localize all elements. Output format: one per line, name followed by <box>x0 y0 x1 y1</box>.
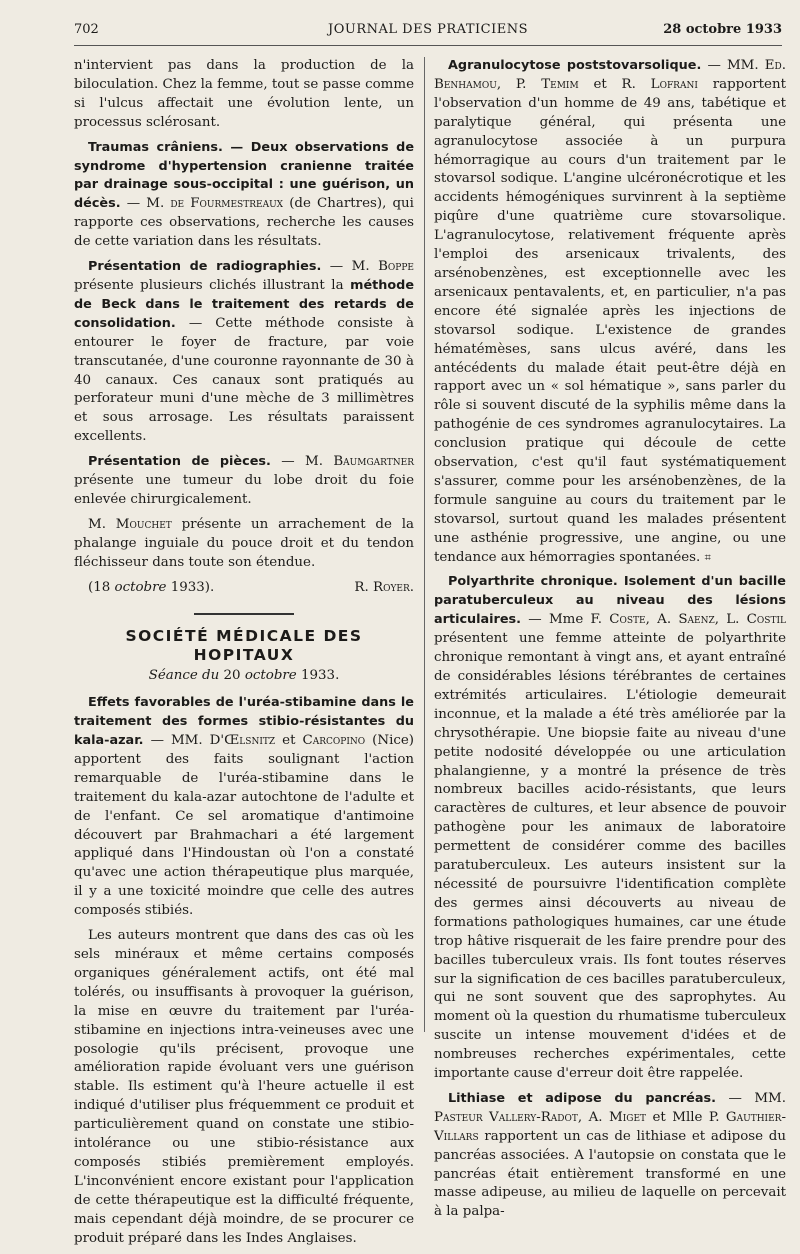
author-name: Gauthier-Villars <box>434 1109 786 1144</box>
author-name: Pasteur Vallery-Radot <box>434 1109 578 1125</box>
article-urea-stibamine: Effets favorables de l'uréa-stibamine dans le traitement des formes stibio-résistantes du kala-azar. — MM. D'Œlsnitz et Carcopino (Nice) apportent des faits soulignant l'action remarquable de l'uréa-stibamine dans le traitement du kala-azar autochtone de l'adulte et de l'enfant. Ce sel aromatique d'antimoine découvert par Brahmachari a été largement appliqué dans l'Hindoustan où l'on a constaté qu'avec une action thérapeutique plus marquée, il y a une toxicité moindre que celle des autres composés stibiés. <box>74 695 415 919</box>
article-title: Effets favorables de l'uréa-stibamine dans le traitement des formes stibio-résistantes du kala-azar. <box>74 695 414 748</box>
author-name: Carcopino <box>302 733 366 748</box>
article-radiographies: Présentation de radiographies. — M. Boppe présente plusieurs clichés illustrant la méthode de Beck dans le traitement des retards de consolidation. — Cette méthode consiste à entourer le foyer de fracture, par voie transcutanée, d'une couronne rayonnante de 30 à 40 canaux. Ces canaux sont pratiqués au perforateur muni d'une mèche de 3 millimètres et sous arrosage. Les résultats paraissent excellents. <box>74 259 414 445</box>
signature-line <box>74 579 414 598</box>
author-name: Baumgartner <box>333 454 414 470</box>
signature-date: (18 octobre 1933). <box>88 579 215 595</box>
author-name: Miget <box>609 1109 647 1125</box>
author-name: Ed. Benhamou <box>434 58 786 92</box>
article-title: Présentation de radiographies. <box>88 259 322 275</box>
article-title: Lithiase et adipose du pancréas. <box>448 1090 716 1106</box>
highlight-method: méthode de Beck dans le traitement des retards de consolidation. <box>74 277 414 331</box>
author-name: Mouchet <box>115 516 172 532</box>
author-name: de Fourmestreaux <box>170 196 284 212</box>
article-polyarthrite: Polyarthrite chronique. Isolement d'un bacille paratuberculeux au niveau des lésions articulaires. — Mme F. Coste, A. Saenz, L. Costil présentent une femme atteinte de polyarthrite chronique remontant à vingt ans, et ayant entraîné de considérables lésions térébrantes de certaines extrémités articulaires. L'étiologie demeurait inconnue, et la malade a été très améliorée par la chrysothérapie. Une biopsie faite au niveau d'une petite nodosité développée ou une articulation phalangienne, y a montré la présence de très nombreux bacilles acido-résistants, que leurs caractères de cultures, et leur absence de pouvoir pathogène pour les animaux de laboratoire permettent de considérer comme des bacilles paratuberculeux. Les auteurs insistent sur la nécessité de poursuivre l'identification complète des germes ainsi découverts au niveau de formations pathologiques humaines, car une étude trop hâtive risquerait de les faire prendre pour des bacilles tuberculeux vrais. Ils font toutes réserves sur la signification de ces bacilles paratuberculeux, qui ne sont souvent que des saprophytes. Au moment où la question du rhumatisme tuberculeux suscite un intense mouvement d'idées et de nombreuses recherches expérimentales, cette importante cause d'erreur doit être rappelée. <box>434 574 786 1082</box>
page-number: 702 <box>74 22 99 37</box>
issue-date: 28 octobre 1933 <box>663 22 782 37</box>
signature-author: R. Royer. <box>354 579 414 595</box>
article-title: Polyarthrite chronique. Isolement d'un bacille paratuberculeux au niveau des lésions articulaires. <box>434 574 786 628</box>
article-pieces: Présentation de pièces. — M. Baumgartner présente une tumeur du lobe droit du foie enlevée chirurgicalement. <box>74 454 414 507</box>
header-rule <box>74 45 782 46</box>
session-date: Séance du 20 octobre 1933. <box>148 668 340 684</box>
intro-paragraph: n'intervient pas dans la production de la biloculation. Chez la femme, tout se passe comme si l'ulcus affectait une évolution lente, un processus sclérosant. <box>74 58 414 130</box>
section-heading: SOCIÉTÉ MÉDICALE DES HOPITAUX <box>125 627 363 665</box>
author-name: Costil <box>746 612 786 628</box>
author-name: D'Œlsnitz <box>209 733 276 748</box>
author-name: Saenz <box>678 612 715 628</box>
journal-title: JOURNAL DES PRATICIENS <box>328 22 528 37</box>
right-column <box>434 57 786 1228</box>
column-rule <box>424 57 425 1032</box>
article-title: Traumas crâniens. — Deux observations de syndrome d'hypertension cranienne traitée par drainage sous-occipital : une guérison, un décès. <box>74 139 414 212</box>
article-urea-stibamine-continued: Les auteurs montrent que dans des cas où les sels minéraux et même certains composés organiques généralement actifs, ont été mal tolérés, ou insuffisants à provoquer la guérison, la mise en œuvre du traitement par l'uréa-stibamine en injections intra-veineuses avec une posologie qu'ils précisent, provoque une amélioration rapide évoluant vers une guérison stable. Ils estiment qu'à l'heure actuelle il est indiqué d'utiliser plus fréquemment ce produit et particulièrement quand on constate une stibio-intolérance ou une stibio-résistance aux composés stibiés premièrement employés. L'inconvénient encore existant pour l'application de cette thérapeutique est la difficulté fréquente, mais cependant déjà moindre, de se procurer ce produit préparé dans les Indes Anglaises. <box>74 928 414 1246</box>
article-lithiase: Lithiase et adipose du pancréas. — MM. Pasteur Vallery-Radot, A. Miget et Mlle P. Gauthier-Villars rapportent un cas de lithiase et adipose du pancréas associées. A l'autopsie on constata que le pancréas était entièrement transformé en une masse adipeuse, au milieu de laquelle on percevait à la palpa- <box>434 1090 786 1220</box>
left-column <box>74 57 414 1254</box>
end-mark-icon: ⌗ <box>704 550 711 564</box>
author-name: Boppe <box>378 259 414 275</box>
article-pieces-continued: M. Mouchet présente un arrachement de la phalange inguiale du pouce droit et du tendon fléchisseur dans toute son étendue. <box>74 516 414 570</box>
article-title: Agranulocytose poststovarsolique. <box>448 58 702 73</box>
running-header <box>74 22 782 40</box>
article-traumas-craniens: Traumas crâniens. — Deux observations de syndrome d'hypertension cranienne traitée par drainage sous-occipital : une guérison, un décès. — M. de Fourmestreaux (de Chartres), qui rapporte ces observations, recherche les causes de cette variation dans les résultats. <box>74 139 414 250</box>
article-title: Présentation de pièces. <box>88 454 271 470</box>
author-name: Lofrani <box>650 76 698 92</box>
section-divider <box>194 613 294 615</box>
article-agranulocytose: Agranulocytose poststovarsolique. — MM. Ed. Benhamou, P. Temim et R. Lofrani rapportent l'observation d'un homme de 49 ans, tabétique et paralytique général, qui présenta une agranulocytose associée à un purpura hémorragique au cours d'un traitement par le stovarsol sodique. L'angine ulcéronécrotique et les accidents hémogéniques survinrent à la septième piqûre d'une quatrième cure stovarsolique. L'agranulocytose, relativement fréquente après l'emploi des arsenicaux trivalents, des arsénobenzènes, est exceptionnelle avec les arsenicaux pentavalents, et, en particulier, n'a pas encore été signalée après les injections de stovarsol sodique. L'existence de grandes hématémèses, sans ulcus avéré, dans les antécédents du malade était peut-être déjà en rapport avec un « sol hématique », sans parler du rôle si souvent discuté de la syphilis même dans la pathogénie de ces syndromes agranulocytaires. La conclusion pratique qui découle de cette observation, c'est qu'il faut systématiquement s'assurer, comme pour les arsénobenzènes, de la formule sanguine au cours du traitement par le stovarsol, surtout quand les malades présentent une asthénie progressive, une angine, ou une tendance aux hémorragies spontanées. ⌗ <box>434 58 786 565</box>
author-name: Coste <box>609 612 646 628</box>
author-name: Temim <box>541 76 579 92</box>
